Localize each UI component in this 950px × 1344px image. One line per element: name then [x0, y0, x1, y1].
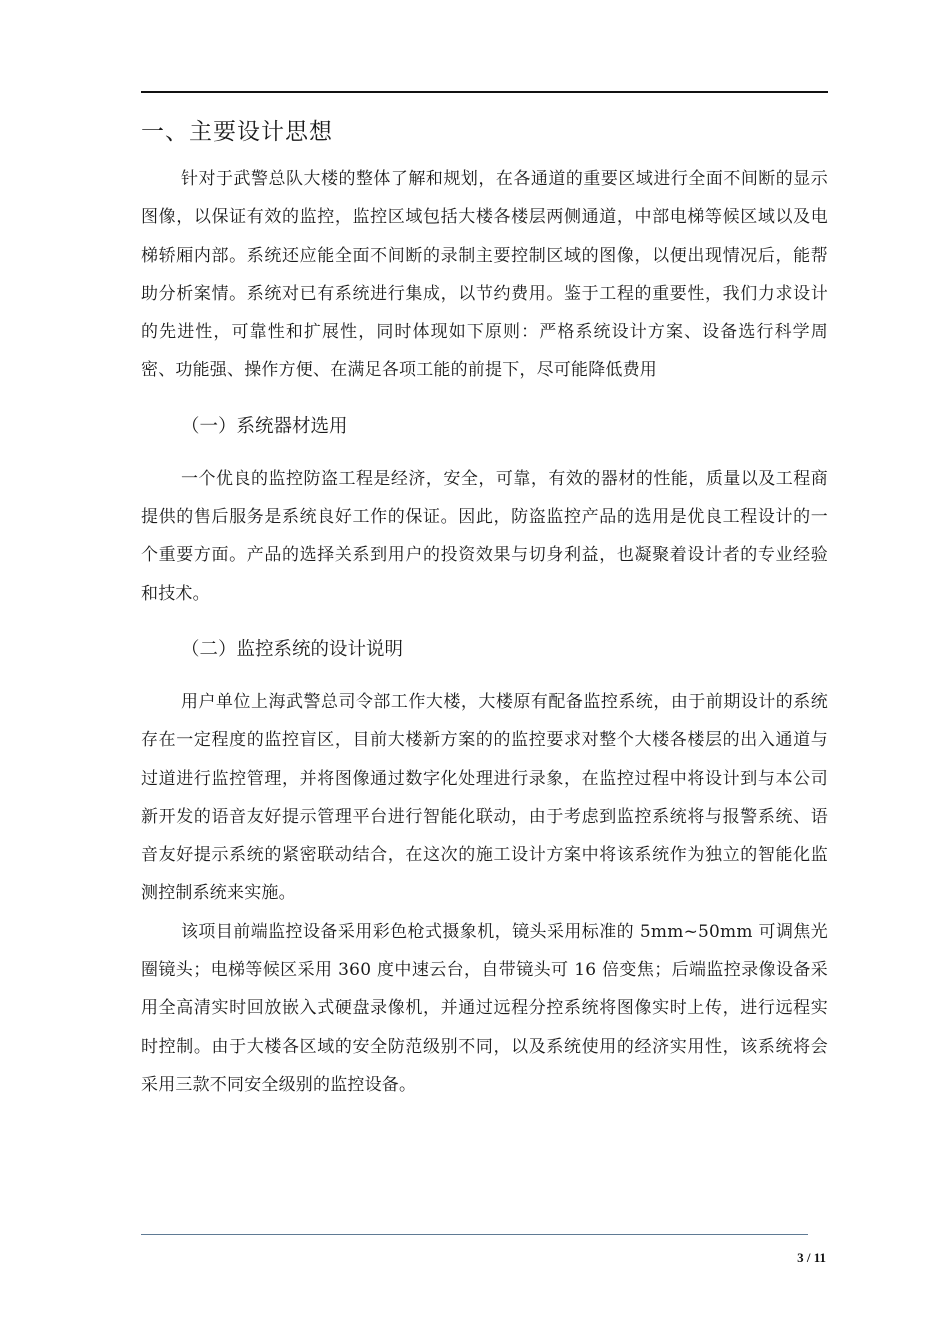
page-number: 3 / 11 [797, 1250, 826, 1265]
page-content [141, 112, 828, 1104]
subsection-2-paragraph-2: 该项目前端监控设备采用彩色枪式摄象机，镜头采用标准的 5mm~50mm 可调焦光圈镜头；电梯等候区采用 360 度中速云台，自带镜头可 16 倍变焦；后端监控录像设备采用全高清实时回放嵌入式硬盘录像机，并通过远程分控系统将图像实时上传，进行远程实时控制。由于大楼各区域的安全防范级别不同，以及系统使用的经济实用性，该系统将会采用三款不同安全级别的监控设备。 [141, 921, 828, 1095]
subsection-2-paragraph-1: 用户单位上海武警总司令部工作大楼，大楼原有配备监控系统，由于前期设计的系统存在一定程度的监控盲区，目前大楼新方案的的监控要求对整个大楼各楼层的出入通道与过道进行监控管理，并将图像通过数字化处理进行录象，在监控过程中将设计到与本公司新开发的语音友好提示管理平台进行智能化联动，由于考虑到监控系统将与报警系统、语音友好提示系统的紧密联动结合，在这次的施工设计方案中将该系统作为独立的智能化监测控制系统来实施。 [141, 691, 828, 904]
intro-paragraph: 针对于武警总队大楼的整体了解和规划，在各通道的重要区域进行全面不间断的显示图像，以保证有效的监控，监控区域包括大楼各楼层两侧通道，中部电梯等候区域以及电梯轿厢内部。系统还应能全面不间断的录制主要控制区域的图像，以便出现情况后，能帮助分析案情。系统对已有系统进行集成，以节约费用。鉴于工程的重要性，我们力求设计的先进性，可靠性和扩展性，同时体现如下原则：严格系统设计方案、设备选行科学周密、功能强、操作方便、在满足各项工能的前提下，尽可能降低费用 [141, 169, 828, 381]
header-rule [141, 91, 828, 93]
subsection-1-title: （一）系统器材选用 [181, 415, 348, 437]
subsection-1-paragraph: 一个优良的监控防盗工程是经济，安全，可靠，有效的器材的性能，质量以及工程商提供的售后服务是系统良好工作的保证。因此，防盗监控产品的选用是优良工程设计的一个重要方面。产品的选择关系到用户的投资效果与切身利益，也凝聚着设计者的专业经验和技术。 [141, 468, 828, 604]
section-title: 一、主要设计思想 [141, 119, 333, 145]
subsection-2-title: （二）监控系统的设计说明 [181, 638, 404, 660]
footer-rule [141, 1234, 808, 1235]
